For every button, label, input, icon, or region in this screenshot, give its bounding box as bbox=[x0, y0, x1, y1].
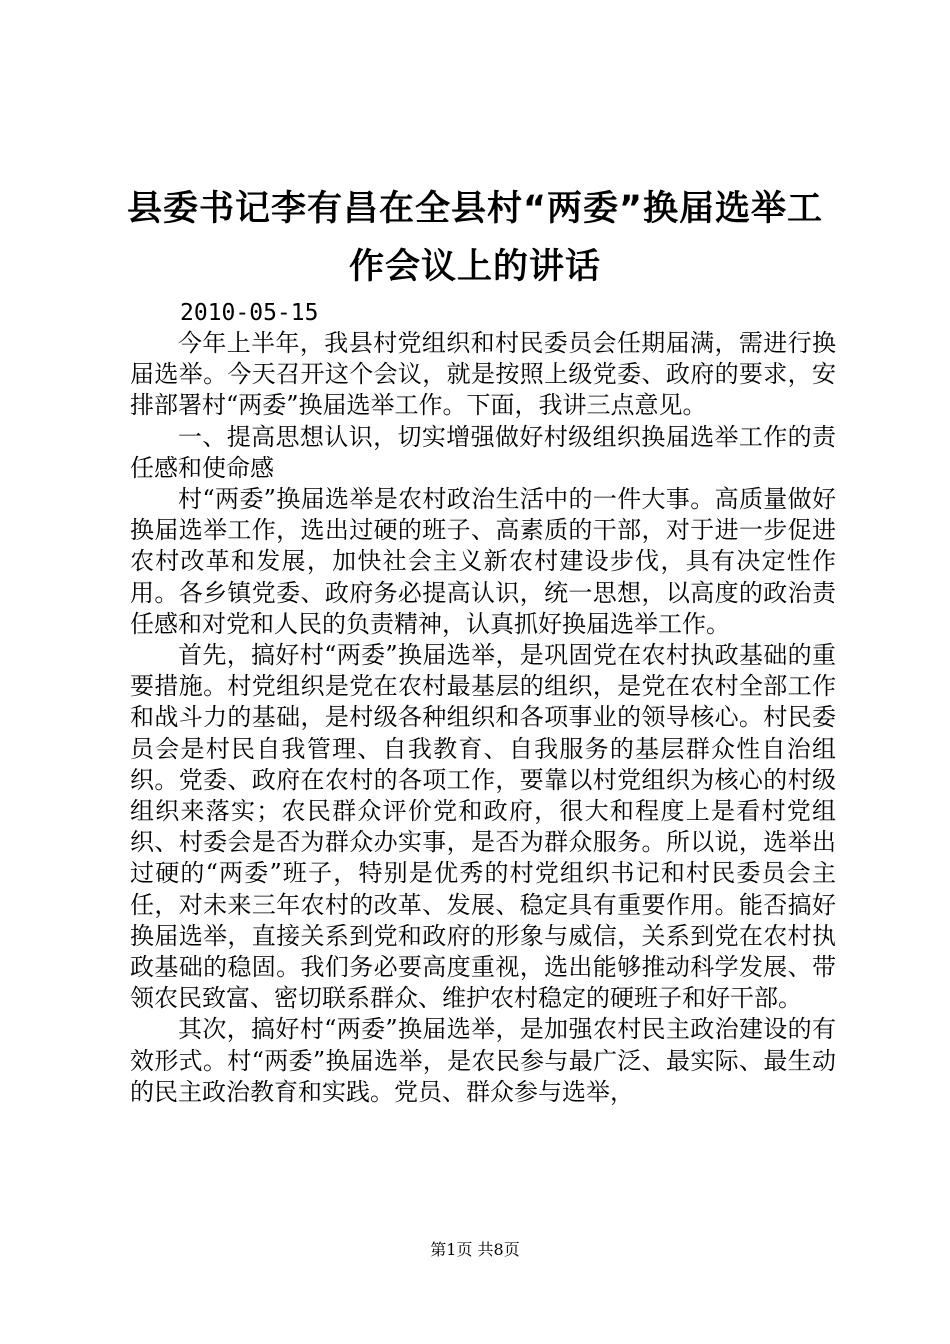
body-paragraph: 村“两委”换届选举是农村政治生活中的一件大事。高质量做好换届选举工作，选出过硬的班子、高素质的干部，对于进一步促进农村改革和发展，加快社会主义新农村建设步伐，具有决定性作用。各乡镇党委、政府务必提高认识，统一思想，以高度的政治责任感和对党和人民的负责精神，认真抓好换届选举工作。 bbox=[130, 485, 836, 638]
body-paragraph: 今年上半年，我县村党组织和村民委员会任期届满，需进行换届选举。今天召开这个会议，就是按照上级党委、政府的要求，安排部署村“两委”换届选举工作。下面，我讲三点意见。 bbox=[130, 329, 836, 420]
page-number: 第1页 共8页 bbox=[430, 1240, 520, 1259]
page-title: 县委书记李有昌在全县村“两委”换届选举工作会议上的讲话 bbox=[126, 189, 823, 287]
body-paragraph: 首先，搞好村“两委”换届选举，是巩固党在农村执政基础的重要措施。村党组织是党在农村最基层的组织，是党在农村全部工作和战斗力的基础，是村级各种组织和各项事业的领导核心。村民委员会是村民自我管理、自我教育、自我服务的基层群众性自治组织。党委、政府在农村的各项工作，要靠以村党组织为核心的村级组织来落实；农民群众评价党和政府，很大和程度上是看村党组织、村委会是否为群众办实事，是否为群众服务。所以说，选举出过硬的“两委”班子，特别是优秀的村党组织书记和村民委员会主任，对未来三年农村的改革、发展、稳定具有重要作用。能否搞好换届选举，直接关系到党和政府的形象与威信，关系到党在农村执政基础的稳固。我们务必要高度重视，选出能够推动科学发展、带领农民致富、密切联系群众、维护农村稳定的硬班子和好干部。 bbox=[130, 641, 836, 1013]
body-paragraph: 其次，搞好村“两委”换届选举，是加强农村民主政治建设的有效形式。村“两委”换届选举，是农民参与最广泛、最实际、最生动的民主政治教育和实践。党员、群众参与选举， bbox=[130, 1015, 836, 1106]
document-date: 2010-05-15 bbox=[180, 300, 319, 326]
document-body bbox=[130, 328, 836, 1108]
section-heading: 一、提高思想认识，切实增强做好村级组织换届选举工作的责任感和使命感 bbox=[130, 422, 836, 482]
